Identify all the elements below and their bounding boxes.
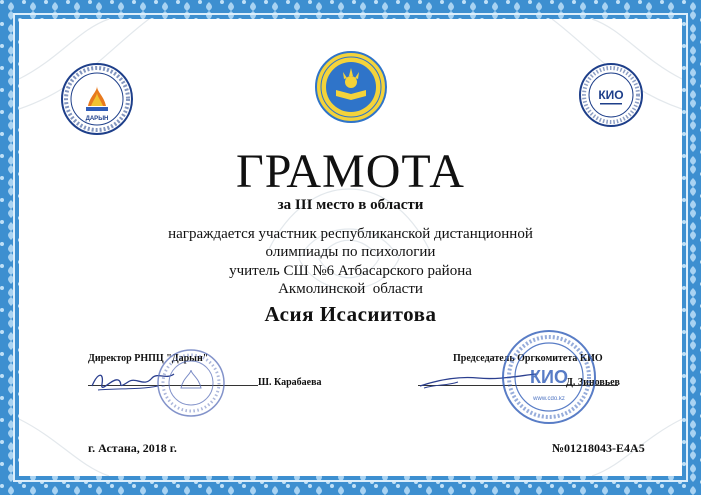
certificate-place: за III место в области bbox=[277, 197, 424, 213]
award-line: олимпиады по психологии bbox=[265, 244, 436, 260]
daryn-emblem-text: ДАРЫН bbox=[85, 116, 109, 122]
right-signatory-name: Д. Зиновьев bbox=[566, 377, 620, 388]
daryn-emblem-icon bbox=[60, 62, 134, 136]
award-line: награждается участник республиканской дистанционной bbox=[168, 226, 533, 242]
kio-emblem-icon bbox=[578, 62, 644, 128]
left-stamp-icon bbox=[156, 348, 226, 418]
stamp-text: КИО bbox=[530, 367, 568, 387]
left-signatory-role: Директор РНПЦ "Дарын" bbox=[88, 353, 209, 364]
award-line: учитель СШ №6 Атбасарского района bbox=[229, 263, 472, 279]
left-signatory-name: Ш. Карабаева bbox=[258, 377, 322, 388]
award-line: Акмолинской области bbox=[278, 281, 423, 297]
right-signatory-role: Председатель Оргкомитета КИО bbox=[453, 353, 603, 364]
kio-stamp-icon bbox=[500, 328, 598, 426]
certificate-title: ГРАМОТА bbox=[236, 145, 465, 198]
kio-emblem-text: КИО bbox=[598, 88, 624, 102]
certificate-number: №01218043-E4A5 bbox=[552, 441, 645, 455]
city-year: г. Астана, 2018 г. bbox=[88, 441, 177, 455]
recipient-name: Асия Исасиитова bbox=[264, 302, 437, 326]
stamp-url: www.cdo.kz bbox=[533, 396, 565, 402]
ministry-emblem-icon bbox=[314, 50, 388, 124]
